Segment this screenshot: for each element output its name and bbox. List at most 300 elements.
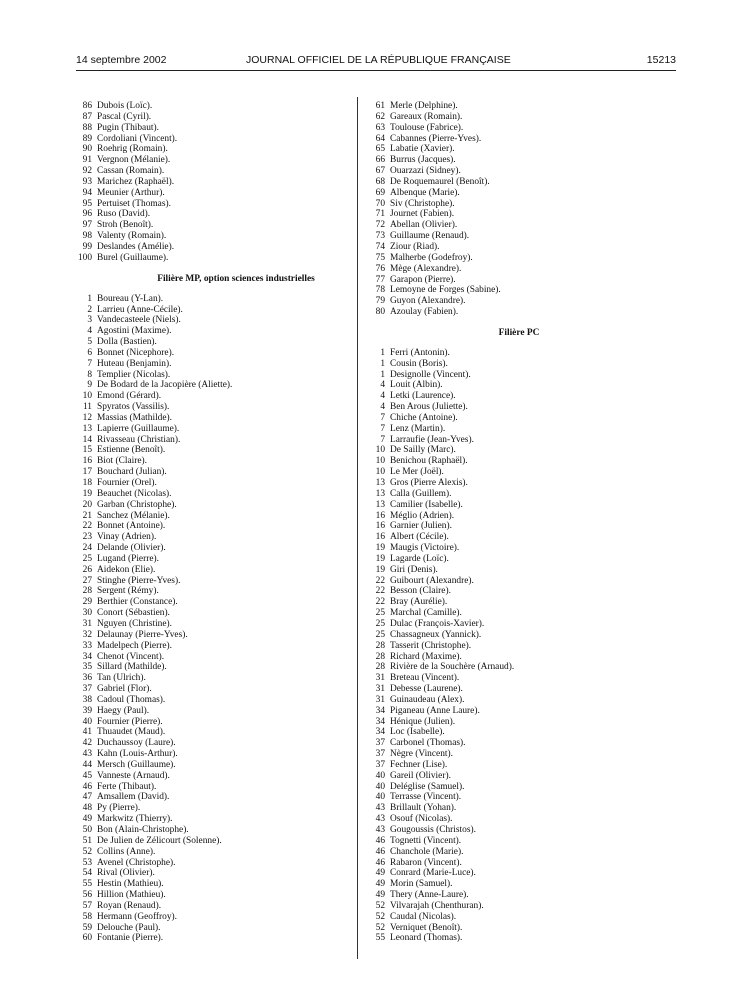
candidate-name: Thery (Anne-Laure). — [390, 890, 469, 901]
list-item — [76, 359, 346, 370]
candidate-name: Garapon (Pierre). — [390, 274, 456, 285]
list-item — [76, 424, 346, 435]
list-item — [76, 315, 346, 326]
list-item — [76, 177, 346, 188]
rank-number: 40 — [375, 792, 385, 803]
rank-number: 27 — [82, 575, 92, 586]
candidate-name: Cabannes (Pierre-Yves). — [390, 133, 482, 144]
list-item — [76, 253, 346, 264]
list-item — [369, 792, 669, 803]
list-item — [76, 576, 346, 587]
candidate-name: Fournier (Pierre). — [97, 716, 163, 727]
rank-number: 30 — [82, 608, 92, 619]
rank-number: 64 — [375, 133, 385, 144]
rank-number: 16 — [375, 510, 385, 521]
rank-number: 91 — [82, 155, 92, 166]
candidate-name: Vilvarajah (Chenthuran). — [390, 900, 484, 911]
list-item — [76, 456, 346, 467]
candidate-name: Loc (Isabelle). — [390, 727, 445, 738]
candidate-name: Rabaron (Vincent). — [390, 857, 462, 868]
rank-number: 61 — [375, 101, 385, 111]
list-item — [369, 359, 669, 370]
candidate-name: Larraufie (Jean-Yves). — [390, 434, 474, 445]
list-item — [369, 101, 669, 112]
list-item — [76, 890, 346, 901]
rank-number: 89 — [82, 133, 92, 144]
rank-number: 55 — [82, 879, 92, 890]
list-item — [76, 695, 346, 706]
rank-number: 42 — [82, 738, 92, 749]
list-item — [76, 402, 346, 413]
rank-number: 69 — [375, 187, 385, 198]
list-item — [369, 858, 669, 869]
candidate-name: Bonnet (Nicephore). — [97, 347, 175, 358]
rank-number: 19 — [375, 564, 385, 575]
rank-number: 67 — [375, 166, 385, 177]
candidate-name: Letki (Laurence). — [390, 391, 456, 402]
rank-number: 60 — [82, 933, 92, 944]
candidate-name: Kahn (Louis-Arthur). — [97, 749, 178, 760]
rank-number: 49 — [82, 814, 92, 825]
rank-number: 36 — [82, 673, 92, 684]
rank-number: 47 — [82, 792, 92, 803]
rank-number: 1 — [380, 347, 385, 358]
candidate-name: Camilier (Isabelle). — [390, 499, 463, 510]
candidate-name: Chiche (Antoine). — [390, 412, 458, 423]
rank-number: 7 — [380, 412, 385, 423]
list-item — [369, 467, 669, 478]
rank-number: 71 — [375, 209, 385, 220]
candidate-name: Malherbe (Godefroy). — [390, 252, 473, 263]
list-item — [369, 285, 669, 296]
list-item — [76, 123, 346, 134]
list-item — [369, 489, 669, 500]
list-item — [76, 511, 346, 522]
candidate-name: Cadoul (Thomas). — [97, 694, 166, 705]
list-item — [76, 868, 346, 879]
rank-number: 1 — [380, 369, 385, 380]
list-item — [369, 231, 669, 242]
list-item — [76, 166, 346, 177]
candidate-name: Vinay (Adrien). — [97, 532, 157, 543]
list-item — [76, 933, 346, 944]
rank-number: 39 — [82, 705, 92, 716]
rank-number: 13 — [82, 423, 92, 434]
candidate-name: Boureau (Y-Lan). — [97, 293, 164, 304]
list-item — [76, 370, 346, 381]
candidate-name: Albenque (Marie). — [390, 187, 460, 198]
candidate-name: Cousin (Boris). — [390, 358, 448, 369]
rank-number: 19 — [375, 553, 385, 564]
list-item — [76, 879, 346, 890]
rank-number: 52 — [375, 922, 385, 933]
list-item — [369, 402, 669, 413]
rank-number: 10 — [375, 445, 385, 456]
list-item — [369, 695, 669, 706]
candidate-name: Estienne (Benoît). — [97, 445, 166, 456]
rank-number: 24 — [82, 543, 92, 554]
candidate-name: Breteau (Vincent). — [390, 673, 460, 684]
list-item — [76, 673, 346, 684]
rank-number: 40 — [375, 770, 385, 781]
candidate-name: Guillaume (Renaud). — [390, 231, 470, 242]
candidate-name: Marichez (Raphaël). — [97, 176, 175, 187]
list-item — [369, 275, 669, 286]
rank-number: 40 — [82, 716, 92, 727]
list-item — [76, 348, 346, 359]
list-item — [369, 253, 669, 264]
candidate-name: Gougoussis (Christos). — [390, 825, 476, 835]
list-item — [369, 662, 669, 673]
rank-number: 46 — [375, 857, 385, 868]
page-number: 15213 — [646, 54, 676, 66]
candidate-name: Chanchole (Marie). — [390, 846, 464, 857]
candidate-name: Lenz (Martin). — [390, 423, 446, 434]
rank-number: 33 — [82, 640, 92, 651]
list-item — [369, 814, 669, 825]
list-item — [369, 296, 669, 307]
list-item — [76, 199, 346, 210]
candidate-name: Pascal (Cyril). — [97, 111, 152, 122]
section-title-pc: Filière PC — [498, 327, 540, 338]
rank-number: 10 — [82, 391, 92, 402]
list-item — [76, 684, 346, 695]
list-item — [76, 435, 346, 446]
list-item — [76, 597, 346, 608]
rank-number: 4 — [380, 402, 385, 413]
rank-number: 77 — [375, 274, 385, 285]
candidate-name: Nguyen (Christine). — [97, 618, 172, 629]
candidate-name: Madelpech (Pierre). — [97, 640, 172, 651]
rank-number: 80 — [375, 307, 385, 318]
candidate-name: Bon (Alain-Christophe). — [97, 825, 189, 835]
rank-number: 31 — [375, 694, 385, 705]
list-item — [76, 792, 346, 803]
candidate-name: Collins (Anne). — [97, 846, 156, 857]
candidate-name: Meunier (Arthur). — [97, 187, 165, 198]
candidate-name: Templier (Nicolas). — [97, 369, 171, 380]
list-item — [369, 199, 669, 210]
candidate-name: Gros (Pierre Alexis). — [390, 478, 468, 488]
list-item — [76, 134, 346, 145]
candidate-name: Terrasse (Vincent). — [390, 792, 462, 803]
rank-number: 93 — [82, 176, 92, 187]
list-item — [369, 500, 669, 511]
list-item — [369, 868, 669, 879]
list-item — [369, 380, 669, 391]
rank-number: 75 — [375, 252, 385, 263]
rank-number: 46 — [82, 781, 92, 792]
candidate-name: Mège (Alexandre). — [390, 263, 462, 274]
rank-number: 28 — [375, 662, 385, 673]
list-item — [369, 166, 669, 177]
rank-number: 50 — [82, 825, 92, 835]
rank-number: 56 — [82, 890, 92, 901]
list-item — [369, 521, 669, 532]
rank-number: 15 — [82, 445, 92, 456]
list-item — [76, 554, 346, 565]
list-item — [76, 112, 346, 123]
rank-number: 43 — [375, 814, 385, 825]
candidate-name: Ferte (Thibaut). — [97, 781, 157, 792]
list-item — [369, 912, 669, 923]
section-title-mp-si: Filière MP, option sciences industrielles — [157, 273, 315, 284]
candidate-name: Dolla (Bastien). — [97, 337, 157, 348]
list-item — [76, 101, 346, 112]
candidate-name: Louit (Albin). — [390, 380, 443, 391]
rank-number: 49 — [375, 890, 385, 901]
rank-number: 17 — [82, 467, 92, 478]
list-item — [369, 123, 669, 134]
rank-number: 34 — [375, 727, 385, 738]
rank-number: 37 — [375, 738, 385, 749]
candidate-name: Conrard (Marie-Luce). — [390, 868, 476, 879]
candidate-name: Huteau (Benjamin). — [97, 358, 172, 369]
candidate-name: Pertuiset (Thomas). — [97, 198, 171, 209]
list-item — [369, 847, 669, 858]
candidate-name: Delande (Olivier). — [97, 543, 166, 554]
list-item — [369, 597, 669, 608]
candidate-name: Roehrig (Romain). — [97, 144, 168, 155]
rank-number: 32 — [82, 629, 92, 640]
rank-number: 51 — [82, 835, 92, 846]
rank-number: 46 — [375, 835, 385, 846]
list-item — [76, 209, 346, 220]
candidate-name: Fournier (Orel). — [97, 478, 157, 488]
candidate-name: Hermann (Geoffroy). — [97, 911, 178, 922]
list-item — [369, 391, 669, 402]
candidate-name: Le Mer (Joël). — [390, 467, 444, 478]
candidate-name: Agostini (Maxime). — [97, 326, 172, 337]
candidate-name: Delaunay (Pierre-Yves). — [97, 629, 188, 640]
candidate-name: Tasserit (Christophe). — [390, 640, 472, 651]
candidate-name: Gareil (Olivier). — [390, 770, 451, 781]
list-item — [369, 630, 669, 641]
rank-number: 4 — [380, 380, 385, 391]
rank-number: 37 — [375, 759, 385, 770]
candidate-name: Richard (Maxime). — [390, 651, 462, 662]
rank-number: 4 — [87, 326, 92, 337]
list-item — [76, 242, 346, 253]
rank-number: 76 — [375, 263, 385, 274]
rank-number: 96 — [82, 209, 92, 220]
list-item — [369, 220, 669, 231]
candidate-name: Hestin (Mathieu). — [97, 879, 164, 890]
list-item — [76, 836, 346, 847]
list-item — [369, 188, 669, 199]
rank-number: 10 — [375, 456, 385, 467]
candidate-name: Biot (Claire). — [97, 456, 147, 467]
candidate-name: Conort (Sébastien). — [97, 608, 170, 619]
right-list-top — [369, 101, 669, 318]
rank-number: 10 — [375, 467, 385, 478]
list-item — [76, 782, 346, 793]
list-item — [369, 619, 669, 630]
rank-number: 94 — [82, 187, 92, 198]
rank-number: 45 — [82, 770, 92, 781]
candidate-name: Dubois (Loïc). — [97, 101, 153, 111]
rank-number: 58 — [82, 911, 92, 922]
rank-number: 22 — [375, 597, 385, 608]
rank-number: 28 — [375, 651, 385, 662]
list-item — [76, 391, 346, 402]
rank-number: 1 — [87, 293, 92, 304]
list-item — [369, 242, 669, 253]
rank-number: 22 — [375, 586, 385, 597]
list-item — [76, 445, 346, 456]
list-item — [76, 586, 346, 597]
rank-number: 52 — [375, 911, 385, 922]
rank-number: 53 — [82, 857, 92, 868]
rank-number: 31 — [375, 673, 385, 684]
list-item — [369, 424, 669, 435]
list-item — [369, 673, 669, 684]
list-item — [76, 220, 346, 231]
rank-number: 99 — [82, 241, 92, 252]
list-item — [76, 630, 346, 641]
list-item — [369, 348, 669, 359]
list-item — [76, 923, 346, 934]
rank-number: 13 — [375, 499, 385, 510]
rank-number: 16 — [375, 521, 385, 532]
rank-number: 29 — [82, 597, 92, 608]
rank-number: 90 — [82, 144, 92, 155]
rank-number: 72 — [375, 220, 385, 231]
rank-number: 31 — [375, 684, 385, 695]
list-item — [76, 803, 346, 814]
list-item — [76, 144, 346, 155]
rank-number: 68 — [375, 176, 385, 187]
list-item — [369, 554, 669, 565]
list-item — [76, 231, 346, 242]
candidate-name: Fechner (Lise). — [390, 759, 448, 770]
publication-date: 14 septembre 2002 — [76, 54, 167, 66]
column-divider — [357, 97, 358, 959]
rank-number: 98 — [82, 231, 92, 242]
rank-number: 43 — [375, 825, 385, 835]
rank-number: 44 — [82, 759, 92, 770]
rank-number: 74 — [375, 241, 385, 252]
rank-number: 7 — [380, 423, 385, 434]
list-item — [369, 511, 669, 522]
page-header — [76, 54, 676, 70]
list-item — [369, 901, 669, 912]
candidate-name: Garnier (Julien). — [390, 521, 452, 532]
rank-number: 55 — [375, 933, 385, 944]
candidate-name: Sanchez (Mélanie). — [97, 510, 170, 521]
list-item — [76, 771, 346, 782]
list-item — [369, 825, 669, 836]
rank-number: 35 — [82, 662, 92, 673]
candidate-name: Ouarzazi (Sidney). — [390, 166, 461, 177]
candidate-name: Giri (Denis). — [390, 564, 438, 575]
candidate-name: Journet (Fabien). — [390, 209, 455, 220]
list-item — [369, 923, 669, 934]
rank-number: 22 — [375, 575, 385, 586]
list-item — [76, 738, 346, 749]
candidate-name: Amsallem (David). — [97, 792, 170, 803]
candidate-name: Stinghe (Pierre-Yves). — [97, 575, 181, 586]
left-list-section — [76, 294, 346, 945]
rank-number: 46 — [375, 846, 385, 857]
candidate-name: Guyon (Alexandre). — [390, 296, 466, 307]
list-item — [76, 337, 346, 348]
candidate-name: Rival (Olivier). — [97, 868, 155, 879]
candidate-name: Cassan (Romain). — [97, 166, 165, 177]
rank-number: 7 — [87, 358, 92, 369]
list-item — [76, 543, 346, 554]
rank-number: 97 — [82, 220, 92, 231]
candidate-name: Osouf (Nicolas). — [390, 814, 453, 825]
list-item — [76, 858, 346, 869]
candidate-name: Valenty (Romain). — [97, 231, 167, 242]
candidate-name: Bray (Aurélie). — [390, 597, 448, 608]
candidate-name: Tognetti (Vincent). — [390, 835, 462, 846]
candidate-name: Benichou (Raphaël). — [390, 456, 468, 467]
candidate-name: Besson (Claire). — [390, 586, 451, 597]
candidate-name: Chenot (Vincent). — [97, 651, 165, 662]
candidate-name: Brillault (Yohan). — [390, 803, 457, 814]
rank-number: 4 — [380, 391, 385, 402]
rank-number: 63 — [375, 122, 385, 133]
list-item — [76, 565, 346, 576]
candidate-name: Piganeau (Anne Laure). — [390, 705, 480, 716]
rank-number: 88 — [82, 122, 92, 133]
candidate-name: Mersch (Guillaume). — [97, 759, 176, 770]
rank-number: 100 — [77, 252, 92, 263]
rank-number: 37 — [82, 684, 92, 695]
candidate-name: Fontanie (Pierre). — [97, 933, 164, 944]
rank-number: 3 — [87, 315, 92, 326]
candidate-name: Maugis (Victoire). — [390, 543, 460, 554]
candidate-name: Méglio (Adrien). — [390, 510, 455, 521]
candidate-name: Bouchard (Julian). — [97, 467, 167, 478]
list-item — [369, 445, 669, 456]
candidate-name: Spyratos (Vassilis). — [97, 402, 170, 413]
list-item — [369, 586, 669, 597]
journal-title: JOURNAL OFFICIEL DE LA RÉPUBLIQUE FRANÇAISE — [246, 54, 511, 66]
rank-number: 19 — [82, 488, 92, 499]
candidate-name: Emond (Gérard). — [97, 391, 162, 402]
rank-number: 8 — [87, 369, 92, 380]
candidate-name: Cordoliani (Vincent). — [97, 133, 178, 144]
candidate-name: Debesse (Laurene). — [390, 684, 463, 695]
rank-number: 26 — [82, 564, 92, 575]
candidate-name: Sillard (Mathilde). — [97, 662, 167, 673]
rank-number: 11 — [82, 402, 92, 413]
rank-number: 25 — [82, 553, 92, 564]
rank-number: 48 — [82, 803, 92, 814]
candidate-name: Deléglise (Samuel). — [390, 781, 465, 792]
rank-number: 66 — [375, 155, 385, 166]
rank-number: 62 — [375, 111, 385, 122]
list-item — [76, 749, 346, 760]
rank-number: 20 — [82, 499, 92, 510]
rank-number: 49 — [375, 879, 385, 890]
rank-number: 87 — [82, 111, 92, 122]
list-item — [369, 608, 669, 619]
list-item — [76, 489, 346, 500]
list-item — [76, 500, 346, 511]
rank-number: 52 — [82, 846, 92, 857]
list-item — [76, 825, 346, 836]
rank-number: 28 — [375, 640, 385, 651]
list-item — [369, 435, 669, 446]
list-item — [76, 901, 346, 912]
list-item — [369, 112, 669, 123]
rank-number: 25 — [375, 618, 385, 629]
rank-number: 79 — [375, 296, 385, 307]
